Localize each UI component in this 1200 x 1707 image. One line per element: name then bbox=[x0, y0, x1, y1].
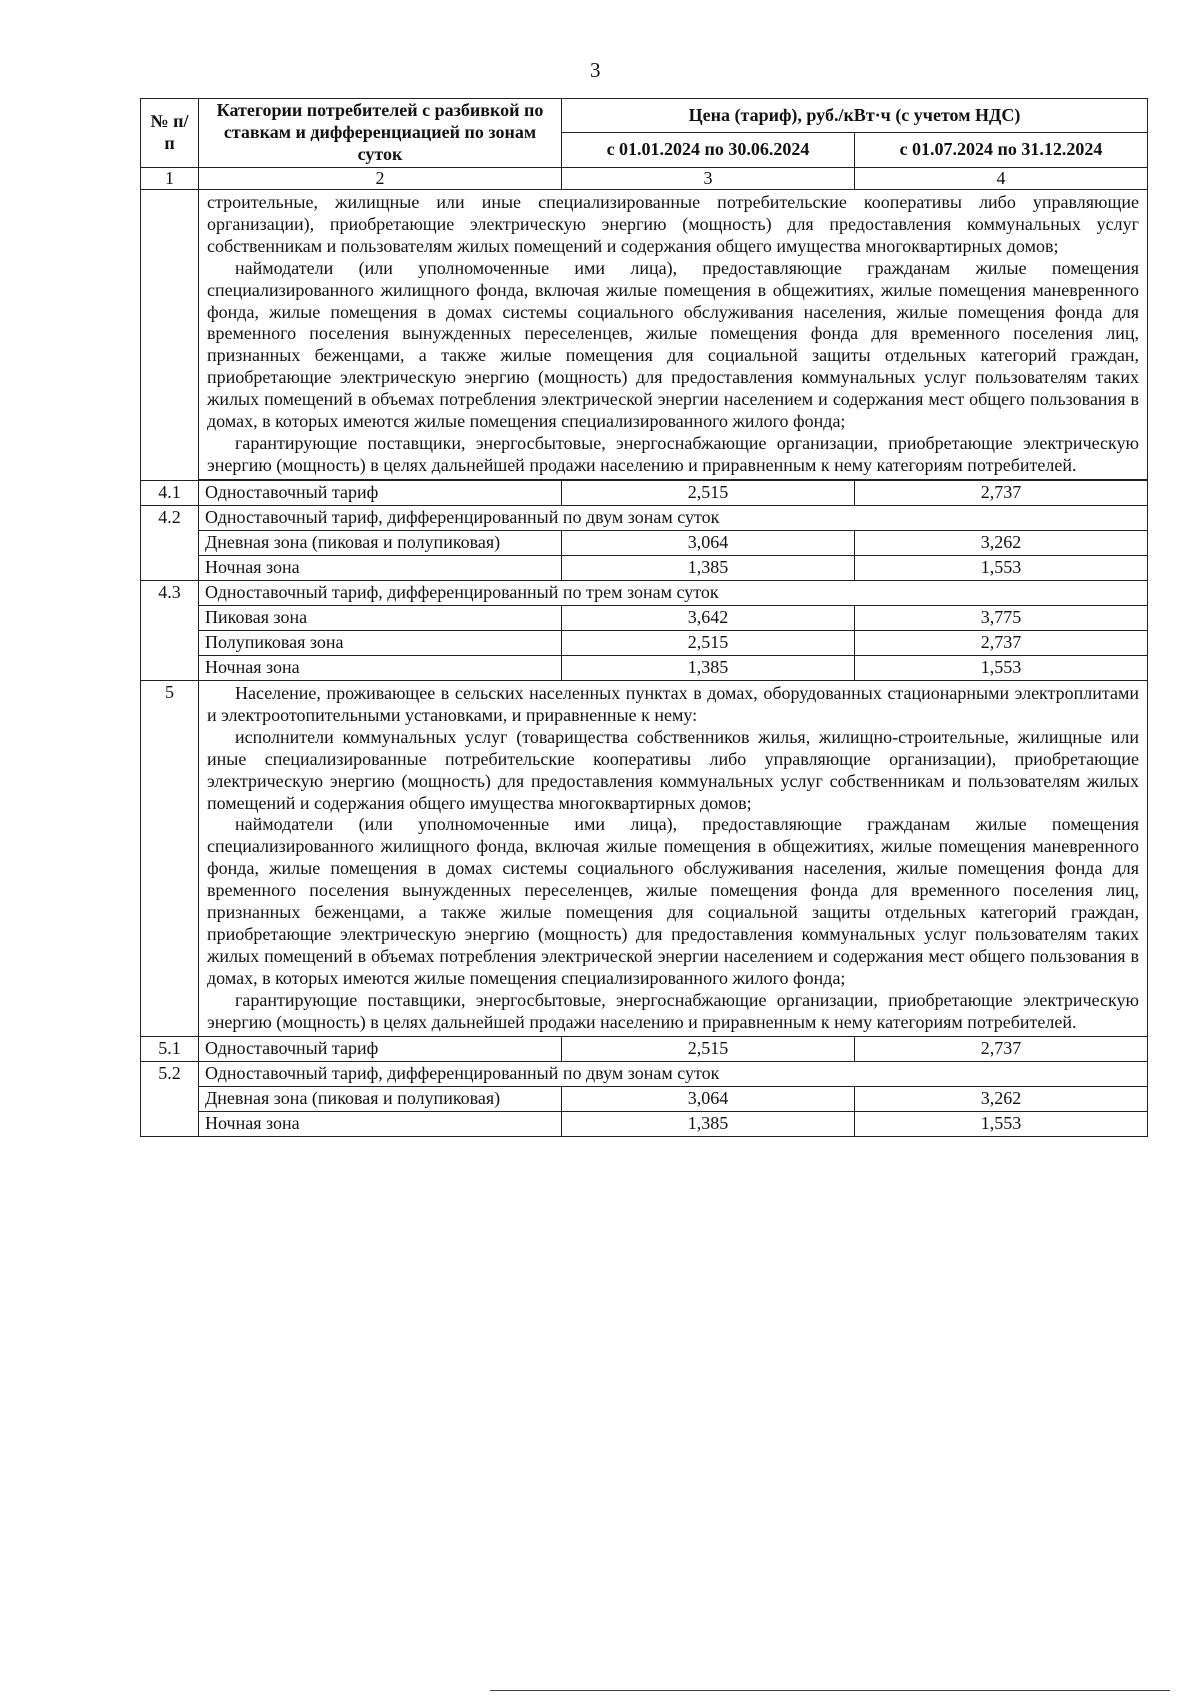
page-number: 3 bbox=[590, 58, 601, 82]
row-4-3-night bbox=[141, 655, 1148, 680]
row-5-2-night bbox=[141, 1111, 1148, 1136]
section5-text-row bbox=[141, 680, 1148, 1036]
page-bottom-rule bbox=[490, 1690, 1170, 1691]
zone-label: Дневная зона (пиковая и полупиковая) bbox=[199, 531, 562, 556]
section4-para-1: строительные, жилищные или иные специализированные потребительские кооперативы либо управляющие организации), приобретающие электрическую энергию (мощность) для предоставления коммунальных услуг собственникам и пользователям жилых помещений и содержания общего имущества многоквартирных домов; bbox=[207, 191, 1139, 256]
row-num: 4.1 bbox=[141, 481, 199, 506]
header-price: Цена (тариф), руб./кВт·ч (с учетом НДС) bbox=[562, 99, 1148, 133]
header-row bbox=[141, 99, 1148, 133]
row-label: Одноставочный тариф, дифференцированный по трем зонам суток bbox=[199, 580, 1148, 605]
value-period-1: 1,385 bbox=[562, 1111, 855, 1136]
section5-para-2: исполнители коммунальных услуг (товарищества собственников жилья, жилищно-строительные, жилищные или иные специализированные потребительские кооперативы либо управляющие организации), приобретающие электрическую энергию (мощность) для предоставления коммунальных услуг собственникам и пользователям жилых помещений и содержания общего имущества многоквартирных домов; bbox=[207, 726, 1139, 813]
value-period-2: 1,553 bbox=[855, 655, 1148, 680]
value-period-2: 2,737 bbox=[855, 481, 1148, 506]
value-period-2: 3,262 bbox=[855, 531, 1148, 556]
zone-label: Ночная зона bbox=[199, 1111, 562, 1136]
colnum-2: 2 bbox=[199, 167, 562, 189]
section5-text bbox=[199, 680, 1148, 1036]
row-4-2 bbox=[141, 506, 1148, 531]
value-period-2: 1,553 bbox=[855, 556, 1148, 581]
value-period-1: 1,385 bbox=[562, 556, 855, 581]
row-num: 4.3 bbox=[141, 580, 199, 680]
row-4-2-day bbox=[141, 531, 1148, 556]
value-period-2: 2,737 bbox=[855, 1037, 1148, 1062]
section4-num-cell bbox=[141, 189, 199, 480]
section4-text-row bbox=[141, 189, 1148, 479]
row-label: Одноставочный тариф bbox=[199, 1037, 562, 1062]
row-4-2-night bbox=[141, 556, 1148, 581]
value-period-2: 1,553 bbox=[855, 1111, 1148, 1136]
zone-label: Ночная зона bbox=[199, 655, 562, 680]
header-num: № п/п bbox=[141, 99, 199, 168]
row-4-3-half bbox=[141, 630, 1148, 655]
colnum-3: 3 bbox=[562, 167, 855, 189]
value-period-2: 3,262 bbox=[855, 1086, 1148, 1111]
row-label: Одноставочный тариф, дифференцированный по двум зонам суток bbox=[199, 506, 1148, 531]
value-period-1: 2,515 bbox=[562, 1037, 855, 1062]
section5-num: 5 bbox=[141, 680, 199, 1036]
row-4-1 bbox=[141, 481, 1148, 506]
column-number-row bbox=[141, 167, 1148, 189]
section4-text bbox=[199, 189, 1148, 479]
value-period-1: 3,064 bbox=[562, 531, 855, 556]
zone-label: Дневная зона (пиковая и полупиковая) bbox=[199, 1086, 562, 1111]
tariff-table bbox=[140, 98, 1148, 1137]
value-period-2: 3,775 bbox=[855, 605, 1148, 630]
row-4-3-peak bbox=[141, 605, 1148, 630]
zone-label: Пиковая зона bbox=[199, 605, 562, 630]
colnum-1: 1 bbox=[141, 167, 199, 189]
row-label: Одноставочный тариф, дифференцированный по двум зонам суток bbox=[199, 1061, 1148, 1086]
row-5-1 bbox=[141, 1037, 1148, 1062]
zone-label: Полупиковая зона bbox=[199, 630, 562, 655]
value-period-2: 2,737 bbox=[855, 630, 1148, 655]
value-period-1: 2,515 bbox=[562, 481, 855, 506]
row-5-2 bbox=[141, 1061, 1148, 1086]
colnum-4: 4 bbox=[855, 167, 1148, 189]
row-num: 5.2 bbox=[141, 1061, 199, 1136]
section5-para-3: наймодатели (или уполномоченные ими лица), предоставляющие гражданам жилые помещения специализированного жилищного фонда, включая жилые помещения в общежитиях, жилые помещения маневренного фонда, жилые помещения в домах системы социального обслуживания населения, жилые помещения фонда для временного поселения вынужденных переселенцев, жилые помещения фонда для временного поселения лиц, признанных беженцами, а также жилые помещения для социальной защиты отдельных категорий граждан, приобретающие электрическую энергию (мощность) для предоставления коммунальных услуг пользователям таких жилых помещений в объемах потребления электрической энергии населением и содержания мест общего пользования в домах, в которых имеются жилые помещения специализированного жилого фонда; bbox=[207, 814, 1139, 989]
value-period-1: 3,064 bbox=[562, 1086, 855, 1111]
header-period-2: с 01.07.2024 по 31.12.2024 bbox=[855, 133, 1148, 167]
section4-para-3: гарантирующие поставщики, энергосбытовые, энергоснабжающие организации, приобретающие электрическую энергию (мощность) в целях дальнейшей продажи населению и приравненным к нему категориям потребителей. bbox=[207, 433, 1139, 476]
header-category: Категории потребителей с разбивкой по ставкам и дифференциацией по зонам суток bbox=[199, 99, 562, 168]
row-num: 4.2 bbox=[141, 506, 199, 581]
row-5-2-day bbox=[141, 1086, 1148, 1111]
section5-para-1: Население, проживающее в сельских населенных пунктах в домах, оборудованных стационарными электроплитами и электроотопительными установками, и приравненные к нему: bbox=[207, 682, 1139, 725]
row-4-3 bbox=[141, 580, 1148, 605]
zone-label: Ночная зона bbox=[199, 556, 562, 581]
value-period-1: 1,385 bbox=[562, 655, 855, 680]
section4-para-2: наймодатели (или уполномоченные ими лица), предоставляющие гражданам жилые помещения специализированного жилищного фонда, включая жилые помещения в общежитиях, жилые помещения маневренного фонда, жилые помещения в домах системы социального обслуживания населения, жилые помещения фонда для временного поселения вынужденных переселенцев, жилые помещения фонда для временного поселения лиц, признанных беженцами, а также жилые помещения для социальной защиты отдельных категорий граждан, приобретающие электрическую энергию (мощность) для предоставления коммунальных услуг пользователям таких жилых помещений в объемах потребления электрической энергии населением и содержания мест общего пользования в домах, в которых имеются жилые помещения специализированного жилого фонда; bbox=[207, 257, 1139, 432]
row-num: 5.1 bbox=[141, 1037, 199, 1062]
section5-para-4: гарантирующие поставщики, энергосбытовые, энергоснабжающие организации, приобретающие электрическую энергию (мощность) в целях дальнейшей продажи населению и приравненным к нему категориям потребителей. bbox=[207, 990, 1139, 1033]
value-period-1: 3,642 bbox=[562, 605, 855, 630]
value-period-1: 2,515 bbox=[562, 630, 855, 655]
header-period-1: с 01.01.2024 по 30.06.2024 bbox=[562, 133, 855, 167]
row-label: Одноставочный тариф bbox=[199, 481, 562, 506]
